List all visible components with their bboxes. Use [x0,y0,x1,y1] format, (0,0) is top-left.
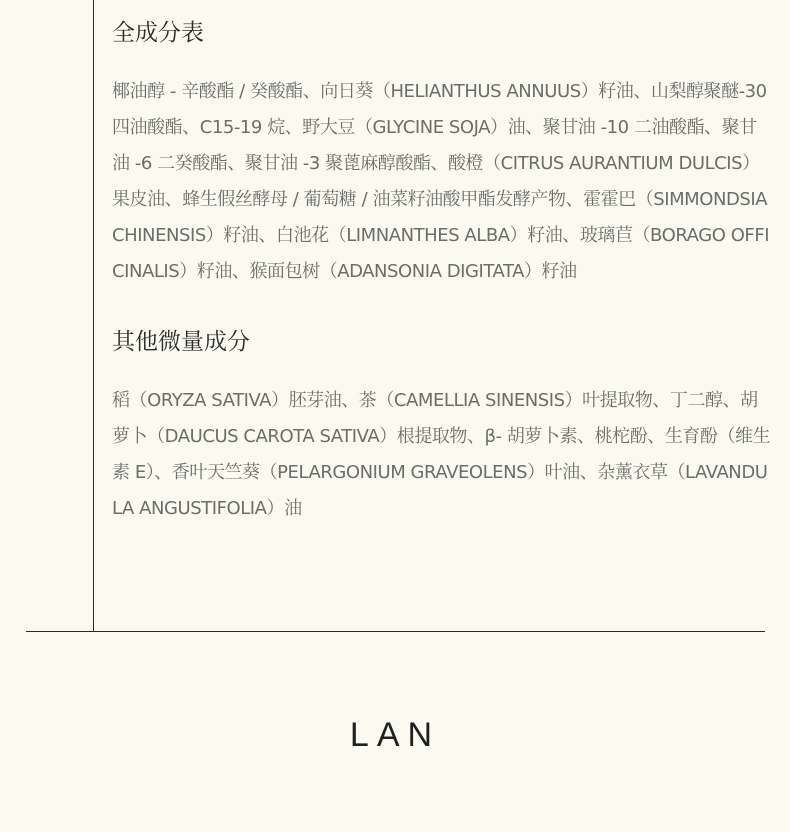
vertical-divider [93,0,94,632]
horizontal-divider [26,631,765,632]
trace-ingredients-text: 稻（ORYZA SATIVA）胚芽油、茶（CAMELLIA SINENSIS）叶提取物、丁二醇、胡萝卜（DAUCUS CAROTA SATIVA）根提取物、β- 胡萝卜素、桃柁酚、生育酚（维生素 E）、香叶天竺葵（PELARGONIUM GRAVEOLENS）叶油、杂薰衣草（LAVANDULA ANGUSTIFOLIA）油 [112,390,771,519]
full-ingredients-title: 全成分表 [112,20,204,46]
full-ingredients-text: 椰油醇 - 辛酸酯 / 癸酸酯、向日葵（HELIANTHUS ANNUUS）籽油、山梨醇聚醚-30 四油酸酯、C15-19 烷、野大豆（GLYCINE SOJA）油、聚甘油 -10 二油酸酯、聚甘油 -6 二癸酸酯、聚甘油 -3 聚蓖麻醇酸酯、酸橙（CITRUS AURANTIUM DULCIS）果皮油、蜂生假丝酵母 / 葡萄糖 / 油菜籽油酸甲酯发酵产物、霍霍巴（SIMMONDSIA CHINENSIS）籽油、白池花（LIMNANTHES ALBA）籽油、玻璃苣（BORAGO OFFICINALIS）籽油、猴面包树（ADANSONIA DIGITATA）籽油 [112,81,770,282]
brand-logo: LAN [349,716,441,754]
trace-ingredients-title: 其他微量成分 [112,329,250,355]
